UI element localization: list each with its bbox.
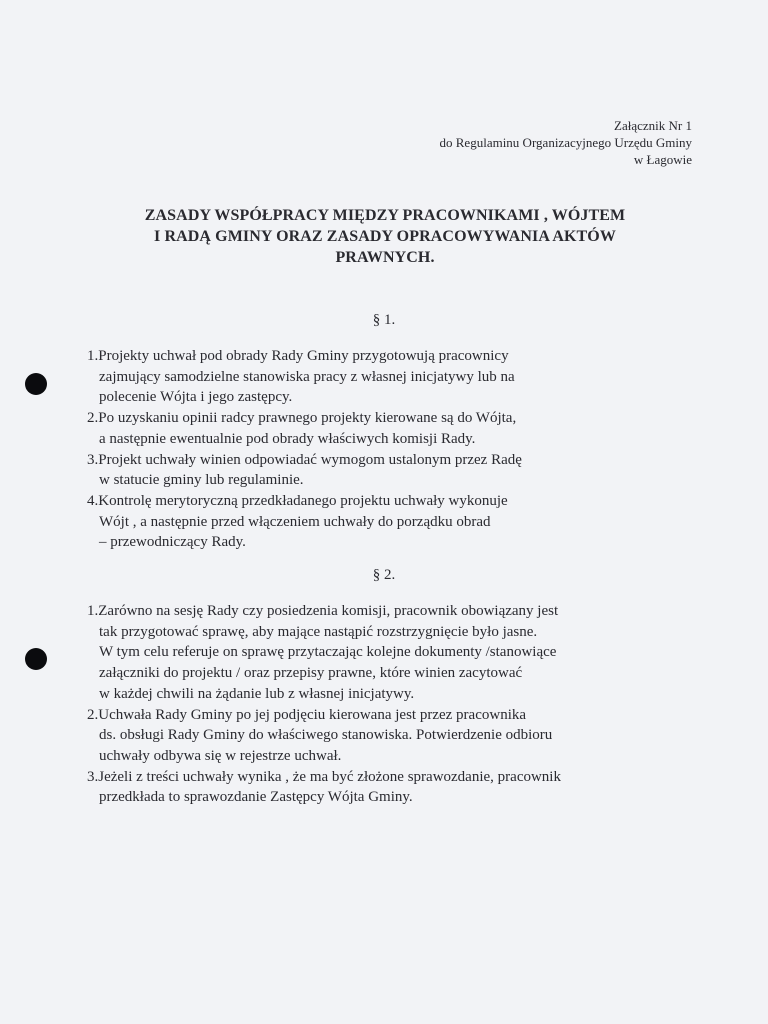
item-text-line: 3.Projekt uchwały winien odpowiadać wymogom ustalonym przez Radę [87, 451, 522, 468]
attachment-number: Załącznik Nr 1 [614, 118, 692, 133]
item-text-line: W tym celu referuje on sprawę przytaczając kolejne dokumenty /stanowiące [99, 644, 557, 661]
item-text-line: ds. obsługi Rady Gminy do właściwego stanowiska. Potwierdzenie odbioru [99, 727, 553, 744]
list-item [87, 767, 707, 808]
punch-hole-bottom [25, 648, 47, 670]
attachment-reference: do Regulaminu Organizacyjnego Urzędu Gminy [439, 135, 692, 150]
attachment-location: w Łagowie [633, 152, 692, 167]
item-text-line: polecenie Wójta i jego zastępcy. [99, 389, 293, 406]
item-text-line: a następnie ewentualnie pod obrady właściwych komisji Rady. [99, 430, 476, 447]
list-item [87, 450, 707, 491]
item-text-line: – przewodniczący Rady. [99, 534, 246, 551]
section-2-list [87, 601, 707, 808]
list-item [87, 408, 707, 449]
item-text-line: uchwały odbywa się w rejestrze uchwał. [99, 747, 342, 764]
item-text-line: 3.Jeżeli z treści uchwały wynika , że ma być złożone sprawozdanie, pracownik [87, 768, 561, 785]
item-text-line: zajmujący samodzielne stanowiska pracy z własnej inicjatywy lub na [99, 368, 515, 385]
list-item [87, 346, 707, 408]
item-text-line: 2.Uchwała Rady Gminy po jej podjęciu kierowana jest przez pracownika [87, 706, 527, 723]
item-text-line: w statucie gminy lub regulaminie. [99, 472, 304, 489]
item-text-line: 2.Po uzyskaniu opinii radcy prawnego projekty kierowane są do Wójta, [87, 410, 517, 427]
item-text-line: w każdej chwili na żądanie lub z własnej inicjatywy. [99, 685, 415, 702]
item-text-line: 1.Zarówno na sesję Rady czy posiedzenia komisji, pracownik obowiązany jest [87, 603, 559, 619]
title-line: I RADĄ GMINY ORAZ ZASADY OPRACOWYWANIA AKTÓW [154, 228, 616, 245]
section-1-heading: § 1. [372, 312, 396, 328]
list-item [87, 705, 707, 767]
title-line: ZASADY WSPÓŁPRACY MIĘDZY PRACOWNIKAMI , WÓJTEM [144, 207, 626, 224]
list-item [87, 601, 707, 705]
punch-hole-top [25, 373, 47, 395]
item-text-line: 4.Kontrolę merytoryczną przedkładanego projektu uchwały wykonuje [87, 492, 508, 509]
item-text-line: załączniki do projektu / oraz przepisy prawne, które winien zacytować [99, 665, 523, 682]
item-text-line: Wójt , a następnie przed włączeniem uchwały do porządku obrad [99, 513, 491, 530]
item-text-line: 1.Projekty uchwał pod obrady Rady Gminy przygotowują pracownicy [87, 348, 509, 364]
section-2-heading: § 2. [372, 567, 396, 583]
item-text-line: przedkłada to sprawozdanie Zastępcy Wójta Gminy. [99, 789, 413, 806]
item-text-line: tak przygotować sprawę, aby mające nastąpić rozstrzygnięcie było jasne. [99, 623, 538, 640]
list-item [87, 491, 707, 553]
section-1-list [87, 346, 707, 553]
document-title [100, 205, 670, 268]
attachment-header [440, 117, 692, 168]
title-line: PRAWNYCH. [335, 249, 435, 266]
